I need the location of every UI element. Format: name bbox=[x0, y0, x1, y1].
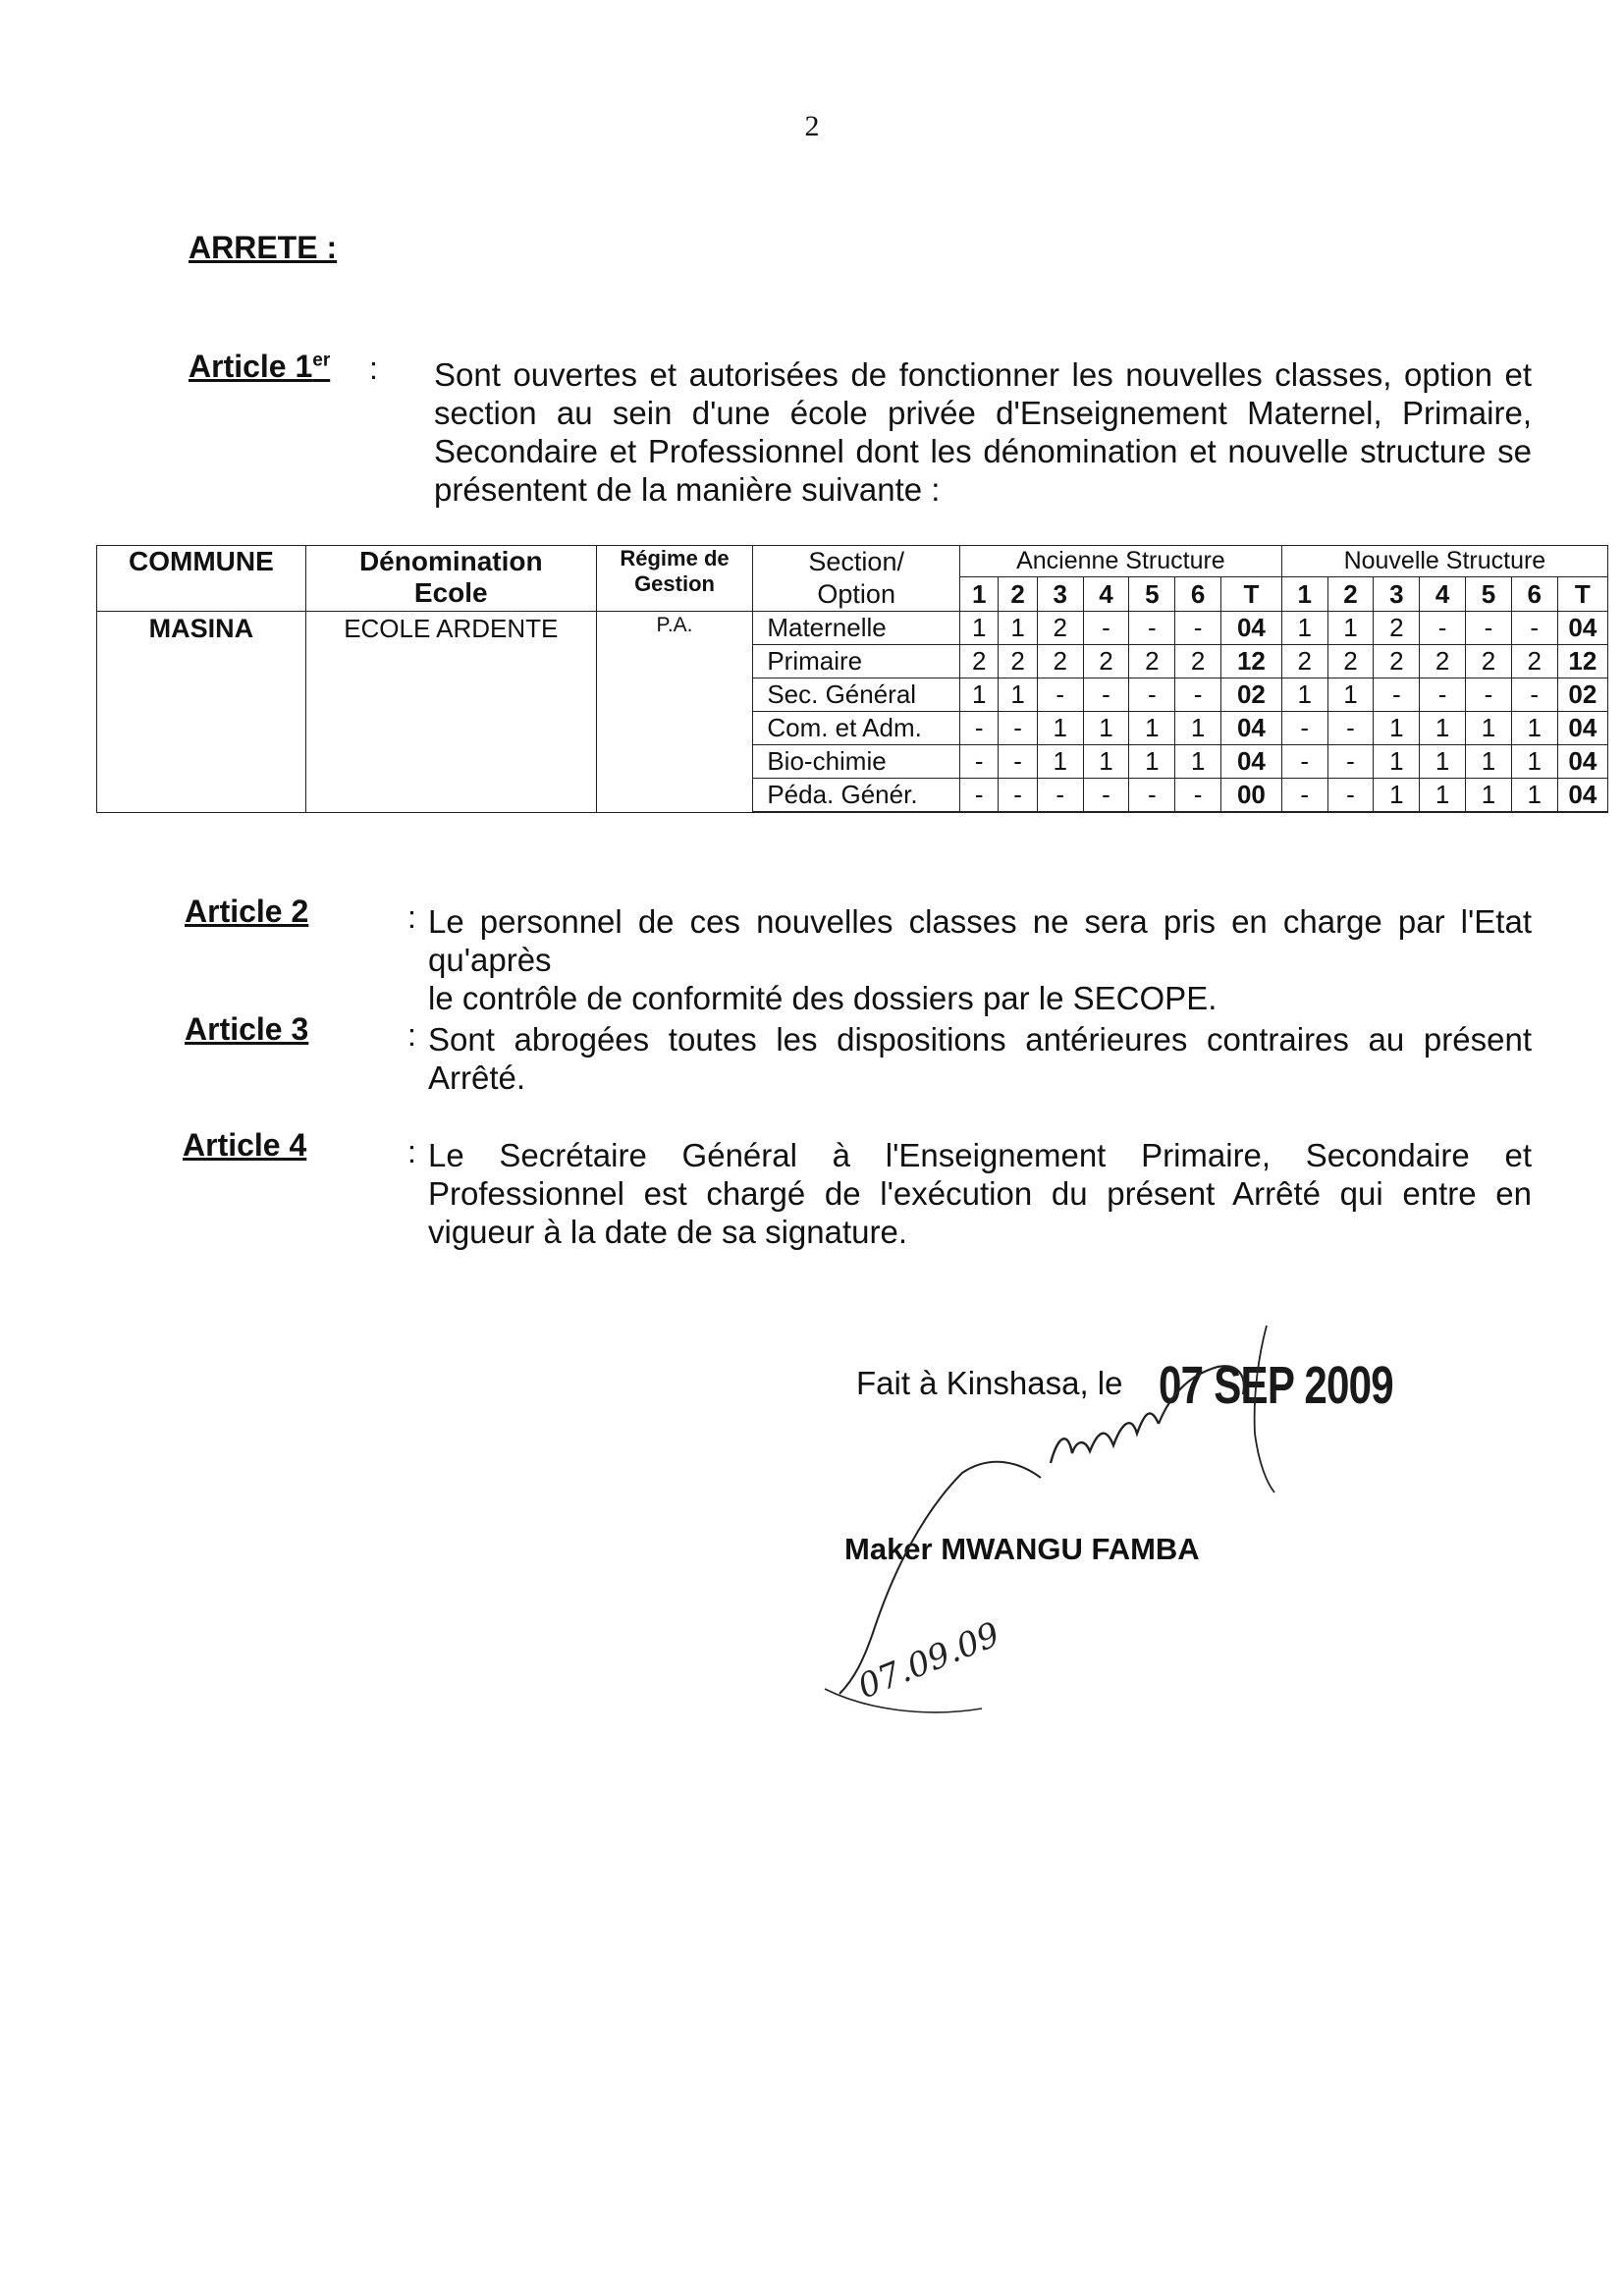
cell-nouvelle-year: - bbox=[1420, 678, 1466, 712]
header-nouvelle-structure: Nouvelle Structure bbox=[1281, 546, 1607, 577]
cell-ancienne-year: 2 bbox=[1129, 645, 1175, 678]
cell-nouvelle-year: 2 bbox=[1374, 645, 1420, 678]
date-stamp: 07 SEP 2009 bbox=[1159, 1356, 1393, 1415]
cell-ancienne-year: 1 bbox=[1083, 712, 1129, 745]
cell-ancienne-total: 00 bbox=[1221, 779, 1282, 813]
cell-ancienne-year: - bbox=[1037, 779, 1083, 813]
article-1-line-3: Secondaire et Professionnel dont les dénomination et nouvelle structure se bbox=[434, 433, 1532, 469]
article-2-line-2: le contrôle de conformité des dossiers par le SECOPE. bbox=[428, 980, 1218, 1016]
structure-table bbox=[96, 545, 1608, 813]
cell-ancienne-year: 2 bbox=[1037, 612, 1083, 645]
cell-nouvelle-year: 2 bbox=[1420, 645, 1466, 678]
article-1-line-1: Sont ouvertes et autorisées de fonctionner les nouvelles classes, option et bbox=[434, 356, 1532, 393]
cell-nouvelle-year: 1 bbox=[1511, 779, 1557, 813]
cell-ancienne-year: 1 bbox=[1129, 712, 1175, 745]
cell-ancienne-total: 04 bbox=[1221, 745, 1282, 779]
cell-option: Com. et Adm. bbox=[753, 712, 960, 745]
cell-nouvelle-year: - bbox=[1281, 779, 1327, 813]
cell-ancienne-year: - bbox=[960, 712, 999, 745]
header-ancienne-structure: Ancienne Structure bbox=[960, 546, 1282, 577]
cell-nouvelle-year: 1 bbox=[1420, 779, 1466, 813]
cell-ancienne-year: - bbox=[960, 745, 999, 779]
cell-ancienne-year: 1 bbox=[999, 678, 1037, 712]
cell-option: Bio-chimie bbox=[753, 745, 960, 779]
header-anc-col: 4 bbox=[1083, 577, 1129, 612]
header-anc-col: 3 bbox=[1037, 577, 1083, 612]
article-1-line-4: présentent de la manière suivante : bbox=[434, 471, 941, 508]
cell-option: Maternelle bbox=[753, 612, 960, 645]
article-1-colon: : bbox=[369, 351, 378, 386]
cell-ancienne-year: 2 bbox=[1083, 645, 1129, 678]
cell-nouvelle-year: - bbox=[1281, 712, 1327, 745]
cell-ancienne-year: - bbox=[1037, 678, 1083, 712]
cell-nouvelle-year: - bbox=[1327, 745, 1374, 779]
cell-nouvelle-year: - bbox=[1374, 678, 1420, 712]
cell-ancienne-year: - bbox=[999, 779, 1037, 813]
cell-ancienne-year: 1 bbox=[1083, 745, 1129, 779]
article-1-text bbox=[434, 355, 1532, 509]
table-row bbox=[97, 612, 1608, 645]
cell-ancienne-total: 12 bbox=[1221, 645, 1282, 678]
header-anc-col: 5 bbox=[1129, 577, 1175, 612]
cell-ancienne-year: 1 bbox=[1129, 745, 1175, 779]
cell-nouvelle-year: 1 bbox=[1466, 779, 1512, 813]
cell-nouvelle-total: 04 bbox=[1557, 779, 1607, 813]
cell-nouvelle-year: 1 bbox=[1281, 612, 1327, 645]
article-3-text bbox=[428, 1020, 1532, 1097]
cell-ancienne-year: 2 bbox=[999, 645, 1037, 678]
header-nouv-col: 1 bbox=[1281, 577, 1327, 612]
article-4-line-2: Professionnel est chargé de l'exécution du présent Arrêté qui entre en bbox=[428, 1175, 1532, 1212]
cell-ancienne-total: 04 bbox=[1221, 612, 1282, 645]
article-3-colon: : bbox=[407, 1017, 416, 1053]
cell-nouvelle-year: 1 bbox=[1466, 712, 1512, 745]
cell-nouvelle-year: 1 bbox=[1374, 745, 1420, 779]
header-nouv-col: 4 bbox=[1420, 577, 1466, 612]
header-regime: Régime de Gestion bbox=[596, 546, 753, 612]
cell-ancienne-year: - bbox=[999, 745, 1037, 779]
article-2-text bbox=[428, 902, 1532, 1017]
signer-name: Maker MWANGU FAMBA bbox=[844, 1532, 1200, 1566]
cell-nouvelle-year: - bbox=[1511, 678, 1557, 712]
article-4-line-1: Le Secrétaire Général à l'Enseignement Primaire, Secondaire et bbox=[428, 1137, 1532, 1173]
cell-ancienne-year: - bbox=[1129, 779, 1175, 813]
cell-ancienne-year: - bbox=[1129, 612, 1175, 645]
article-2-label: Article 2 bbox=[185, 894, 309, 929]
cell-nouvelle-total: 04 bbox=[1557, 745, 1607, 779]
cell-nouvelle-year: - bbox=[1466, 612, 1512, 645]
cell-ancienne-total: 04 bbox=[1221, 712, 1282, 745]
cell-nouvelle-year: - bbox=[1327, 779, 1374, 813]
article-3-line-1: Sont abrogées toutes les dispositions antérieures contraires au présent bbox=[428, 1021, 1532, 1058]
cell-nouvelle-year: - bbox=[1420, 612, 1466, 645]
cell-option: Sec. Général bbox=[753, 678, 960, 712]
cell-nouvelle-total: 02 bbox=[1557, 678, 1607, 712]
cell-nouvelle-year: 2 bbox=[1466, 645, 1512, 678]
header-denomination: Dénomination Ecole bbox=[305, 546, 596, 612]
cell-ancienne-year: - bbox=[1083, 779, 1129, 813]
cell-nouvelle-year: 2 bbox=[1327, 645, 1374, 678]
cell-nouvelle-year: 1 bbox=[1327, 612, 1374, 645]
cell-ancienne-year: - bbox=[999, 712, 1037, 745]
cell-nouvelle-year: - bbox=[1281, 745, 1327, 779]
cell-regime: P.A. bbox=[596, 612, 753, 813]
cell-ancienne-year: 2 bbox=[1175, 645, 1221, 678]
article-2-colon: : bbox=[407, 899, 416, 935]
cell-ancienne-year: 1 bbox=[1037, 712, 1083, 745]
cell-ancienne-year: - bbox=[960, 779, 999, 813]
cell-ancienne-year: 1 bbox=[960, 612, 999, 645]
cell-nouvelle-year: 1 bbox=[1511, 745, 1557, 779]
cell-ancienne-year: - bbox=[1083, 612, 1129, 645]
header-nouv-col: 2 bbox=[1327, 577, 1374, 612]
header-anc-col: 6 bbox=[1175, 577, 1221, 612]
cell-nouvelle-year: 2 bbox=[1374, 612, 1420, 645]
cell-ancienne-total: 02 bbox=[1221, 678, 1282, 712]
cell-ancienne-year: 1 bbox=[999, 612, 1037, 645]
article-1-line-2: section au sein d'une école privée d'Enseignement Maternel, Primaire, bbox=[434, 395, 1532, 431]
cell-nouvelle-year: 1 bbox=[1374, 779, 1420, 813]
cell-ancienne-year: 1 bbox=[1175, 712, 1221, 745]
cell-ancienne-year: 1 bbox=[960, 678, 999, 712]
cell-option: Primaire bbox=[753, 645, 960, 678]
article-4-colon: : bbox=[407, 1134, 416, 1169]
cell-nouvelle-year: - bbox=[1327, 712, 1374, 745]
cell-ancienne-year: - bbox=[1175, 678, 1221, 712]
article-3-label: Article 3 bbox=[185, 1011, 309, 1047]
cell-nouvelle-year: 2 bbox=[1511, 645, 1557, 678]
cell-nouvelle-year: 1 bbox=[1420, 745, 1466, 779]
cell-nouvelle-year: - bbox=[1466, 678, 1512, 712]
cell-ancienne-year: 2 bbox=[960, 645, 999, 678]
cell-nouvelle-year: 1 bbox=[1420, 712, 1466, 745]
article-4-text bbox=[428, 1136, 1532, 1251]
header-commune: COMMUNE bbox=[97, 546, 306, 612]
page-number: 2 bbox=[804, 110, 820, 142]
cell-nouvelle-year: 2 bbox=[1281, 645, 1327, 678]
header-nouv-col-total: T bbox=[1557, 577, 1607, 612]
handwritten-date: 07.09.09 bbox=[852, 1614, 1005, 1708]
cell-nouvelle-year: - bbox=[1511, 612, 1557, 645]
article-4-line-3: vigueur à la date de sa signature. bbox=[428, 1214, 907, 1250]
article-4-label: Article 4 bbox=[183, 1127, 307, 1163]
article-1-label: Article 1er bbox=[189, 349, 331, 384]
table-header-row-1 bbox=[97, 546, 1608, 577]
header-anc-col: 1 bbox=[960, 577, 999, 612]
arrete-heading: ARRETE : bbox=[189, 230, 338, 265]
cell-nouvelle-total: 04 bbox=[1557, 712, 1607, 745]
header-nouv-col: 6 bbox=[1511, 577, 1557, 612]
article-2-line-1: Le personnel de ces nouvelles classes ne sera pris en charge par l'Etat qu'après bbox=[428, 903, 1532, 978]
cell-commune: MASINA bbox=[97, 612, 306, 813]
header-anc-col: 2 bbox=[999, 577, 1037, 612]
cell-ancienne-year: - bbox=[1175, 779, 1221, 813]
header-section: Section/ Option bbox=[753, 546, 960, 612]
cell-nouvelle-year: 1 bbox=[1281, 678, 1327, 712]
cell-ancienne-year: 1 bbox=[1175, 745, 1221, 779]
header-anc-col-total: T bbox=[1221, 577, 1282, 612]
cell-nouvelle-year: 1 bbox=[1511, 712, 1557, 745]
table-body bbox=[97, 612, 1608, 813]
header-nouv-col: 3 bbox=[1374, 577, 1420, 612]
header-nouv-col: 5 bbox=[1466, 577, 1512, 612]
cell-ecole: ECOLE ARDENTE bbox=[305, 612, 596, 813]
cell-ancienne-year: - bbox=[1129, 678, 1175, 712]
cell-nouvelle-year: 1 bbox=[1374, 712, 1420, 745]
article-3-line-2: Arrêté. bbox=[428, 1059, 526, 1096]
cell-ancienne-year: - bbox=[1175, 612, 1221, 645]
cell-nouvelle-total: 12 bbox=[1557, 645, 1607, 678]
cell-nouvelle-year: 1 bbox=[1327, 678, 1374, 712]
fait-a-kinshasa: Fait à Kinshasa, le bbox=[856, 1365, 1123, 1401]
cell-ancienne-year: - bbox=[1083, 678, 1129, 712]
cell-nouvelle-year: 1 bbox=[1466, 745, 1512, 779]
cell-ancienne-year: 1 bbox=[1037, 745, 1083, 779]
handwritten-signature bbox=[805, 1316, 1316, 1728]
cell-option: Péda. Génér. bbox=[753, 779, 960, 813]
cell-ancienne-year: 2 bbox=[1037, 645, 1083, 678]
cell-nouvelle-total: 04 bbox=[1557, 612, 1607, 645]
